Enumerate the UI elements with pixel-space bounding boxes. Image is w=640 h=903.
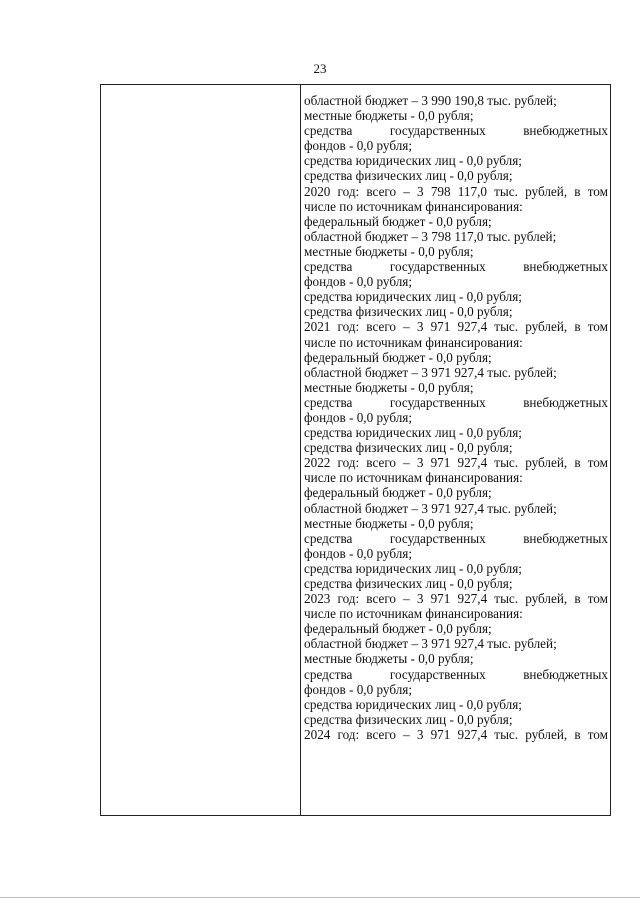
text-line: федеральный бюджет - 0,0 рубля; xyxy=(304,485,492,501)
text-line: средства юридических лиц - 0,0 рубля; xyxy=(304,560,522,576)
text-line: 2020 год: всего – 3 798 117,0 тыс. рублей, в том xyxy=(304,183,608,199)
text-line: федеральный бюджет - 0,0 рубля; xyxy=(304,621,492,637)
text-line: средства физических лиц - 0,0 рубля; xyxy=(304,711,513,727)
text-line: федеральный бюджет - 0,0 рубля; xyxy=(304,213,492,229)
text-line: средства юридических лиц - 0,0 рубля; xyxy=(304,153,522,169)
text-line: местные бюджеты - 0,0 рубля; xyxy=(304,108,474,124)
text-line: средства государственных внебюджетных xyxy=(304,259,608,275)
text-line: фондов - 0,0 рубля; xyxy=(304,274,413,290)
text-line: средства юридических лиц - 0,0 рубля; xyxy=(304,696,522,712)
funding-table xyxy=(100,84,611,816)
text-line: федеральный бюджет - 0,0 рубля; xyxy=(304,349,492,365)
text-line: средства юридических лиц - 0,0 рубля; xyxy=(304,289,522,305)
text-line: 2024 год: всего – 3 971 927,4 тыс. рублей, в том xyxy=(304,726,608,742)
text-line: областной бюджет – 3 971 927,4 тыс. рублей; xyxy=(304,500,557,516)
text-line: числе по источникам финансирования: xyxy=(304,198,523,214)
text-line: 2021 год: всего – 3 971 927,4 тыс. рублей, в том xyxy=(304,319,608,335)
text-line: средства физических лиц - 0,0 рубля; xyxy=(304,576,513,591)
text-line: местные бюджеты - 0,0 рубля; xyxy=(304,243,474,259)
text-line: местные бюджеты - 0,0 рубля; xyxy=(304,651,474,667)
text-line: средства государственных внебюджетных xyxy=(304,394,608,410)
text-line: местные бюджеты - 0,0 рубля; xyxy=(304,515,474,531)
text-line: фондов - 0,0 рубля; xyxy=(304,138,413,154)
text-line: числе по источникам финансирования: xyxy=(304,470,523,486)
table-row xyxy=(101,85,611,816)
table-left-cell xyxy=(101,85,301,816)
text-line: средства государственных внебюджетных xyxy=(304,666,608,682)
table-right-cell xyxy=(301,85,611,816)
text-line: областной бюджет – 3 971 927,4 тыс. рублей; xyxy=(304,364,557,380)
text-line: средства физических лиц - 0,0 рубля; xyxy=(304,440,513,456)
text-line: средства государственных внебюджетных xyxy=(304,123,608,139)
text-line: областной бюджет – 3 971 927,4 тыс. рублей; xyxy=(304,636,557,652)
text-line: 2023 год: всего – 3 971 927,4 тыс. рублей, в том xyxy=(304,591,608,607)
text-line: фондов - 0,0 рубля; xyxy=(304,545,413,561)
text-line: средства физических лиц - 0,0 рубля; xyxy=(304,304,513,320)
text-line: 2022 год: всего – 3 971 927,4 тыс. рублей, в том xyxy=(304,455,608,471)
text-line: местные бюджеты - 0,0 рубля; xyxy=(304,379,474,395)
text-line: числе по источникам финансирования: xyxy=(304,606,523,622)
text-line: фондов - 0,0 рубля; xyxy=(304,681,413,697)
page-bottom-divider xyxy=(0,897,640,898)
text-line: областной бюджет – 3 798 117,0 тыс. рублей; xyxy=(304,228,557,244)
text-line: средства государственных внебюджетных xyxy=(304,530,608,546)
text-line: областной бюджет – 3 990 190,8 тыс. рублей; xyxy=(304,93,557,108)
text-line: числе по источникам финансирования: xyxy=(304,334,523,350)
page-number: 23 xyxy=(313,61,327,76)
text-line: фондов - 0,0 рубля; xyxy=(304,409,413,425)
text-line: средства юридических лиц - 0,0 рубля; xyxy=(304,425,522,441)
text-line: средства физических лиц - 0,0 рубля; xyxy=(304,168,513,184)
funding-text-block xyxy=(301,85,610,742)
